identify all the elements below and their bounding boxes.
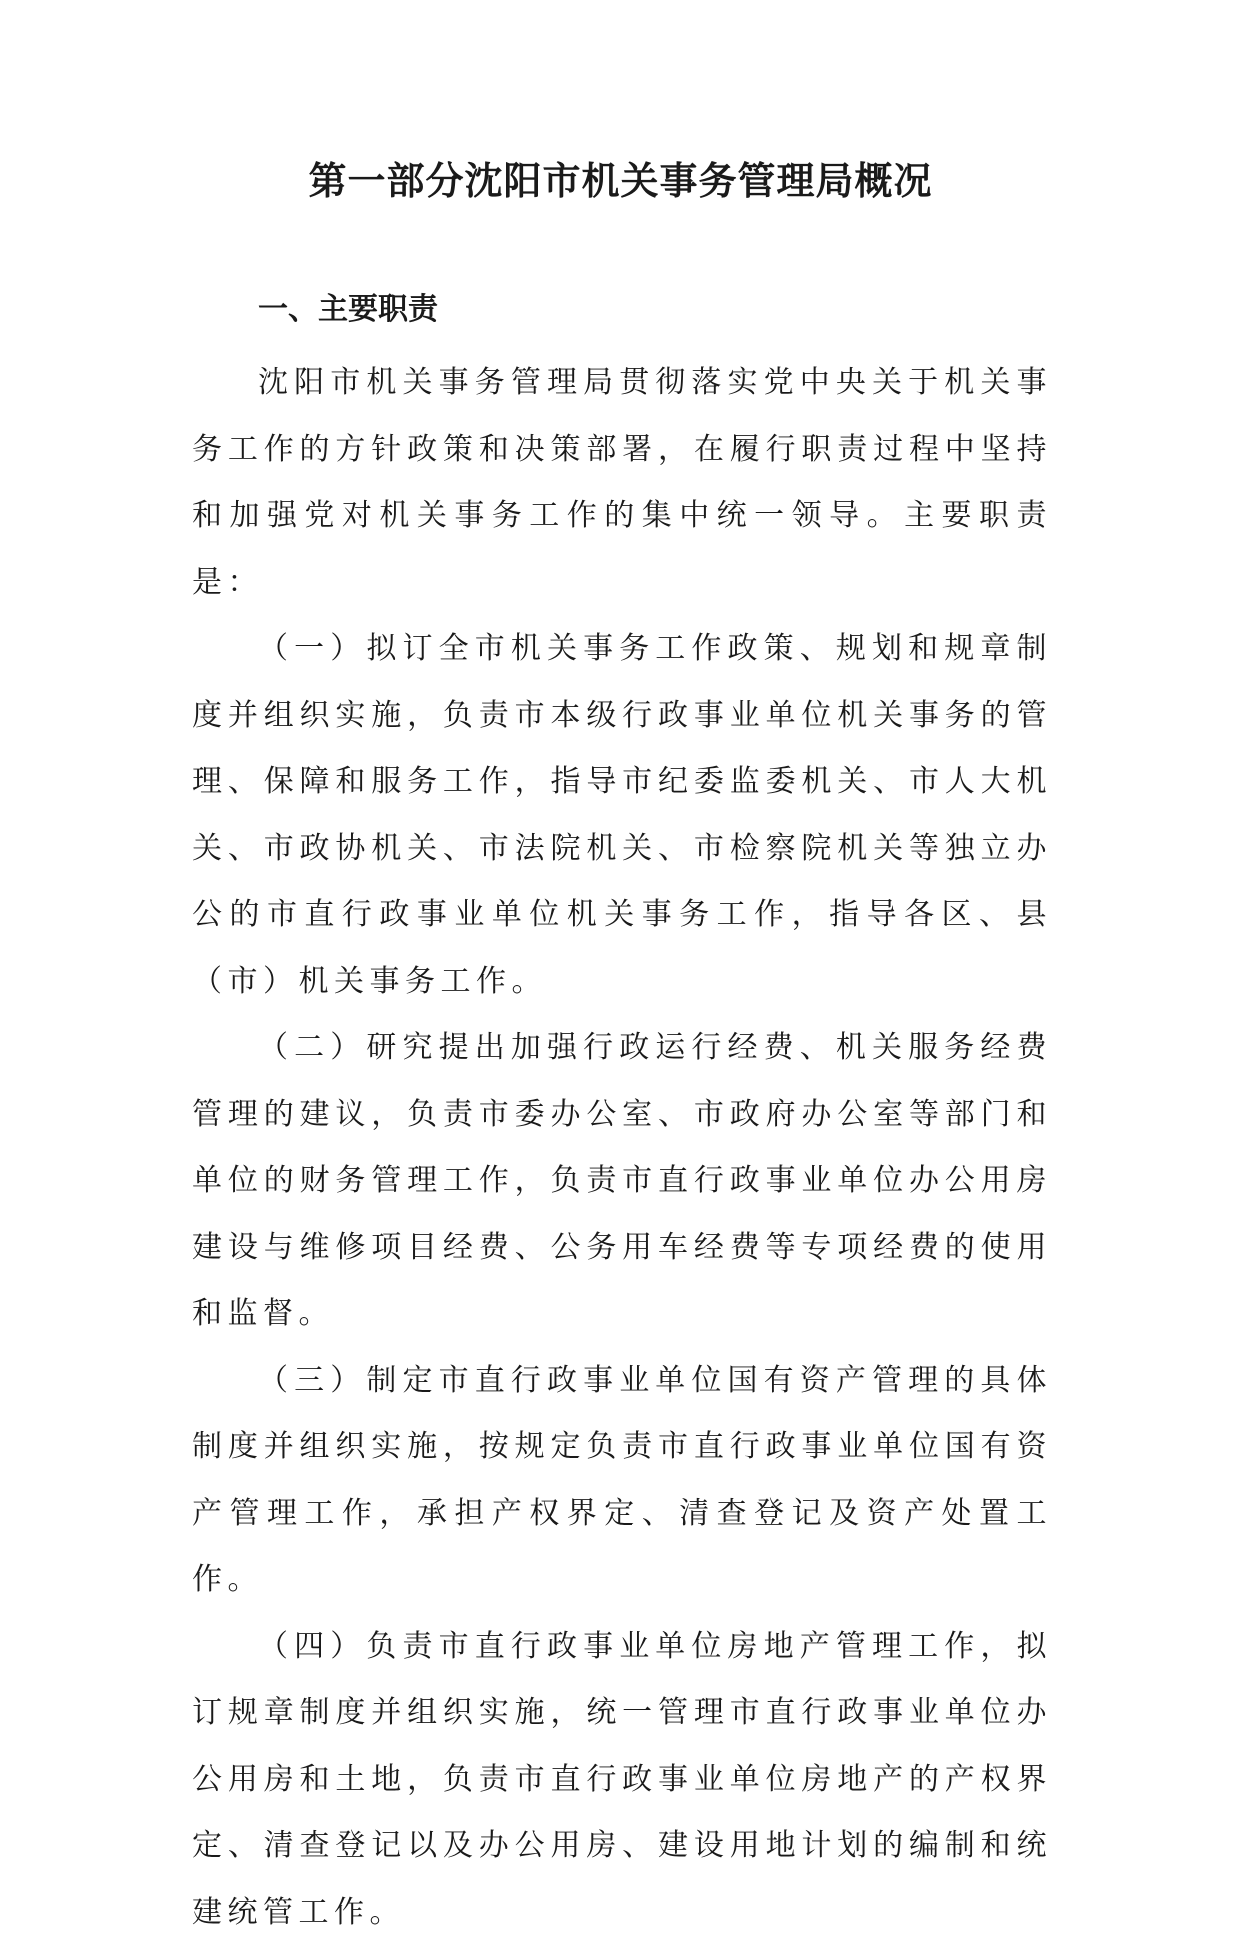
paragraph-duty-2: （二）研究提出加强行政运行经费、机关服务经费管理的建议，负责市委办公室、市政府办公室等部门和单位的财务管理工作，负责市直行政事业单位办公用房建设与维修项目经费、公务用车经费等专项经费的使用和监督。 — [192, 1015, 1052, 1348]
section-body — [192, 350, 1052, 1946]
document-title: 第一部分沈阳市机关事务管理局概况 — [0, 156, 1241, 206]
paragraph-duty-1: （一）拟订全市机关事务工作政策、规划和规章制度并组织实施，负责市本级行政事业单位机关事务的管理、保障和服务工作，指导市纪委监委机关、市人大机关、市政协机关、市法院机关、市检察院机关等独立办公的市直行政事业单位机关事务工作，指导各区、县（市）机关事务工作。 — [192, 616, 1052, 1015]
paragraph-duty-3: （三）制定市直行政事业单位国有资产管理的具体制度并组织实施，按规定负责市直行政事业单位国有资产管理工作，承担产权界定、清查登记及资产处置工作。 — [192, 1348, 1052, 1614]
paragraph-duty-4: （四）负责市直行政事业单位房地产管理工作，拟订规章制度并组织实施，统一管理市直行政事业单位办公用房和土地，负责市直行政事业单位房地产的产权界定、清查登记以及办公用房、建设用地计划的编制和统建统管工作。 — [192, 1614, 1052, 1946]
section-heading-main-duties: 一、主要职责 — [258, 288, 438, 332]
paragraph-intro: 沈阳市机关事务管理局贯彻落实党中央关于机关事务工作的方针政策和决策部署，在履行职责过程中坚持和加强党对机关事务工作的集中统一领导。主要职责是： — [192, 350, 1052, 616]
